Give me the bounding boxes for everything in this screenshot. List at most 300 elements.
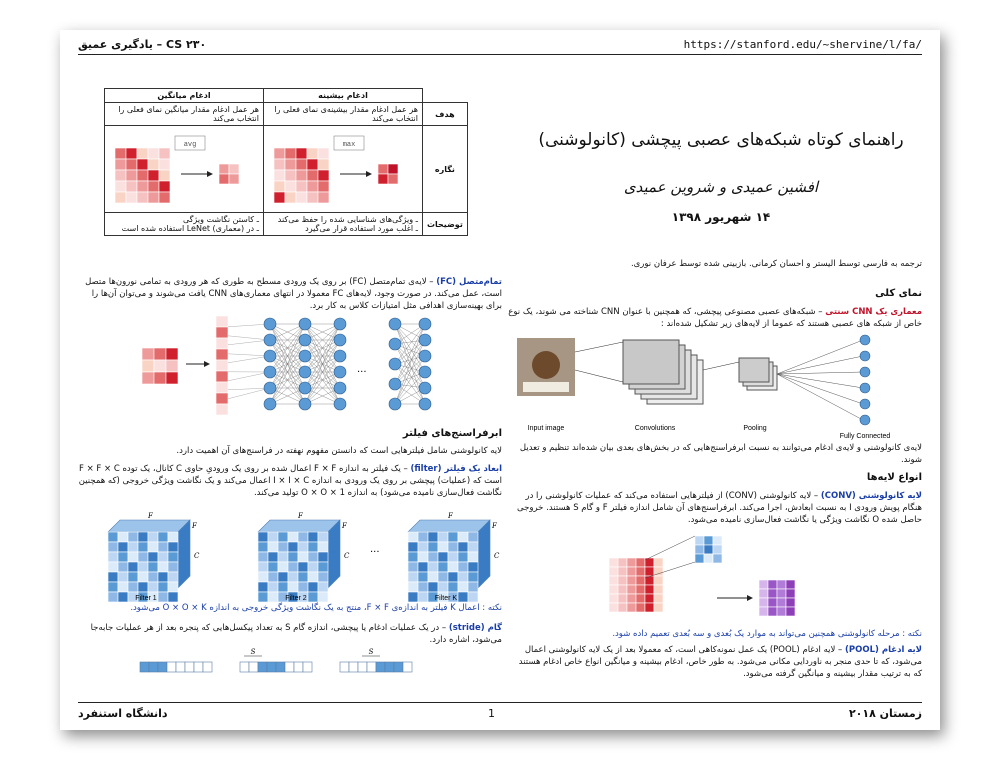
filter-cube-cell xyxy=(168,582,178,592)
fc-input-cell xyxy=(154,348,166,360)
filter-cube-cell xyxy=(288,552,298,562)
neuron-node xyxy=(419,318,431,330)
pool-input-cell xyxy=(126,192,137,203)
pool-input-cell xyxy=(307,181,318,192)
conv-output-cell xyxy=(768,589,777,598)
filter-cube-cell xyxy=(278,542,288,552)
pool-input-cell xyxy=(148,181,159,192)
neuron-node xyxy=(334,366,346,378)
conv-input-cell xyxy=(609,576,618,585)
overview-caption: لایه‌ی کانولوشنی و لایه‌ی ادغام می‌توانند به نسبت ابرفراسنج‌هایی که در بخش‌های بعدی بیان شده‌اند تنظیم و تعدیل شوند. xyxy=(519,443,922,465)
stride-cell xyxy=(385,662,394,672)
filter-label: Filter K xyxy=(434,595,458,602)
filter-label: Filter 1 xyxy=(135,595,157,602)
filter-cube-cell xyxy=(408,572,418,582)
pool-output-cell xyxy=(219,164,229,174)
teddy-bear-shape xyxy=(532,351,560,379)
filter-cube-cell xyxy=(148,532,158,542)
fc-column-cell xyxy=(216,349,228,360)
pool-input-cell xyxy=(285,181,296,192)
filter-cube-cell xyxy=(138,572,148,582)
pool-input-cell xyxy=(137,181,148,192)
stride-cell xyxy=(249,662,258,672)
pool-input-cell xyxy=(159,170,170,181)
conv-text: – لایه کانولوشنی (CONV) از فیلترهایی استفاده می‌کند که عملیات کانولوشنی را در هنگام پویش ورودی I به نسبت ابعادش، اجرا می‌کند. ابرفراسنج‌های آن شامل اندازه فیلتر F و گام S هستند. خروجی حاصل شده O نگاشت ویژگی یا نگاشت فعال‌سازی نامیده می‌شود. xyxy=(517,491,922,525)
conv-input-cell xyxy=(609,603,618,612)
filter-cube-cell xyxy=(258,552,268,562)
filter-cube-cell xyxy=(298,582,308,592)
fc-column-cell xyxy=(216,371,228,382)
filter-letter-f: F xyxy=(342,522,347,530)
filter-cube-cell xyxy=(138,532,148,542)
filter-cube-cell xyxy=(138,582,148,592)
conv-input-cell xyxy=(627,585,636,594)
fc-column-cell xyxy=(216,360,228,371)
fc-column-cell xyxy=(216,327,228,338)
filter-cube-cell xyxy=(268,552,278,562)
filter-cube-cell xyxy=(168,532,178,542)
filter-cube-cell xyxy=(128,542,138,552)
filter-cube-cell xyxy=(418,592,428,602)
document-title: راهنمای کوتاه شبکه‌های عصبی پیچشی (کانولوشنی) xyxy=(538,130,904,150)
fc-input-cell xyxy=(142,360,154,372)
fc-paragraph xyxy=(78,276,502,312)
filter-cube-cell xyxy=(308,592,318,602)
filter-cube-cell xyxy=(148,552,158,562)
filter-cube-cell xyxy=(108,542,118,552)
note-avg-2: ـ در (معماری) LeNet استفاده شده است xyxy=(121,224,259,233)
neuron-node xyxy=(334,350,346,362)
conv-input-cell xyxy=(609,567,618,576)
pool-paragraph xyxy=(508,644,922,680)
neuron-node xyxy=(264,398,276,410)
pool-input-cell xyxy=(126,181,137,192)
filter-cube-cell xyxy=(428,572,438,582)
fc-column-cell xyxy=(216,393,228,404)
row-notes-label: توضیحات xyxy=(423,213,468,236)
filter-cube-cell xyxy=(468,572,478,582)
conv-input-cell xyxy=(654,585,663,594)
stride-cell xyxy=(376,662,385,672)
neuron-node xyxy=(264,350,276,362)
conv-kernel-cell xyxy=(695,554,704,563)
fc-ellipsis: ... xyxy=(357,364,367,375)
neuron-node xyxy=(264,366,276,378)
filter-cube-cell xyxy=(108,532,118,542)
conv-output-cell xyxy=(768,598,777,607)
filter-cube-cell xyxy=(118,532,128,542)
conv-output-cell xyxy=(759,607,768,616)
filter-cube-cell xyxy=(148,562,158,572)
conv-output-cell xyxy=(768,580,777,589)
document-page xyxy=(60,30,940,730)
neuron-node xyxy=(389,378,401,390)
stride-cell xyxy=(185,662,194,672)
date: ۱۴ شهریور ۱۳۹۸ xyxy=(671,210,771,224)
filter-cube-cell xyxy=(448,582,458,592)
filter-cube-cell xyxy=(298,572,308,582)
filter-letter-c: C xyxy=(344,552,350,560)
filter-cube-cell xyxy=(148,572,158,582)
pool-output-cell xyxy=(378,174,388,184)
pool-output-cell xyxy=(378,164,388,174)
fc-input-cell xyxy=(142,372,154,384)
filter-cube-cell xyxy=(448,532,458,542)
filter-cube-cell xyxy=(448,542,458,552)
header-max-pooling: ادغام بیشینه xyxy=(264,89,423,103)
fc-column-cell xyxy=(216,382,228,393)
filter-cube-cell xyxy=(318,542,328,552)
neuron-node xyxy=(334,398,346,410)
neuron-node xyxy=(389,318,401,330)
conv-output-cell xyxy=(759,598,768,607)
neuron-node xyxy=(299,398,311,410)
authors: افشین عمیدی و شروین عمیدی xyxy=(623,178,819,196)
visual-max xyxy=(264,126,423,213)
conv-input-cell xyxy=(645,585,654,594)
filter-cube xyxy=(258,512,350,602)
filter-cube-cell xyxy=(448,552,458,562)
filter-cube-cell xyxy=(268,542,278,552)
stride-cell xyxy=(203,662,212,672)
filter-cube-cell xyxy=(288,582,298,592)
overview-heading: نمای کلی xyxy=(875,288,922,299)
stride-cell xyxy=(258,662,267,672)
max-tag: max xyxy=(342,141,356,149)
overview-text: – شبکه‌های عصبی مصنوعی پیچشی، که همچنین با عنوان CNN شناخته می شوند، یک نوع خاص از شبکه های عصبی هستند که عموما از لایه‌های زیر تشکیل شده‌اند : xyxy=(508,307,922,329)
filter-cube-cell xyxy=(458,552,468,562)
filter-cube-cell xyxy=(458,572,468,582)
fc-input-cell xyxy=(142,348,154,360)
stride-cell xyxy=(240,662,249,672)
stride-cell xyxy=(276,662,285,672)
input-grid xyxy=(609,558,663,612)
filter-cube-cell xyxy=(258,582,268,592)
stride-cell xyxy=(303,662,312,672)
filter-dimensions-paragraph xyxy=(78,463,502,499)
conv-layer-figure xyxy=(605,532,835,624)
conv-output-cell xyxy=(786,589,795,598)
filter-cube-cell xyxy=(298,542,308,552)
neuron-node xyxy=(389,398,401,410)
pool-output-cell xyxy=(229,164,239,174)
neuron-node xyxy=(264,318,276,330)
stride-cell xyxy=(267,662,276,672)
stride-cell xyxy=(367,662,376,672)
pool-input-cell xyxy=(159,181,170,192)
conv-input-cell xyxy=(645,567,654,576)
filter-cube-cell xyxy=(318,592,328,602)
conv-output-cell xyxy=(777,598,786,607)
filter-cube-cell xyxy=(278,552,288,562)
filter-cube-cell xyxy=(448,562,458,572)
filter-cube-cell xyxy=(268,582,278,592)
filter-cube-cell xyxy=(168,552,178,562)
filter-cube-cell xyxy=(468,552,478,562)
fc-input-cell xyxy=(166,348,178,360)
neuron-node xyxy=(299,382,311,394)
filter-cube-cell xyxy=(268,532,278,542)
filter-cube-cell xyxy=(168,542,178,552)
conv-kernel-cell xyxy=(695,536,704,545)
translation-note: ترجمه به فارسی توسط الیستر و احسان کرمانی. بازبینی شده توسط عرفان نوری. xyxy=(630,259,922,269)
fc-input-cell xyxy=(166,372,178,384)
filter-cube-cell xyxy=(118,572,128,582)
filter-cube-cell xyxy=(168,562,178,572)
filter-cube-cell xyxy=(128,572,138,582)
filter-cube-cell xyxy=(418,562,428,572)
conv-output-cell xyxy=(768,607,777,616)
pool-input-cell xyxy=(318,170,329,181)
pool-input-cell xyxy=(159,159,170,170)
conv-feature-maps xyxy=(623,340,703,404)
filter-cube-cell xyxy=(118,582,128,592)
pool-input-cell xyxy=(285,148,296,159)
pooling-comparison-table xyxy=(104,88,468,236)
conv-kernel-cell xyxy=(713,536,722,545)
filter-letter-c: C xyxy=(494,552,500,560)
stride-letter-s: S xyxy=(250,648,256,656)
fc-input-cell xyxy=(154,360,166,372)
fc-column-cell xyxy=(216,316,228,327)
pool-input-cell xyxy=(285,170,296,181)
footer-university: دانشگاه استنفرد xyxy=(78,707,168,720)
neuron-node xyxy=(419,334,431,346)
pool-input-cell xyxy=(318,181,329,192)
conv-input-cell xyxy=(654,594,663,603)
conv-output-cell xyxy=(777,589,786,598)
filter-cube-cell xyxy=(158,542,168,552)
filter-cube-cell xyxy=(458,562,468,572)
filter-cube-cell xyxy=(458,592,468,602)
filter-cube-cell xyxy=(428,542,438,552)
stride-strip xyxy=(340,648,412,672)
layers-heading: انواع لایه‌ها xyxy=(866,472,922,483)
stride-cell xyxy=(149,662,158,672)
filter-cube-cell xyxy=(128,562,138,572)
conv-input-cell xyxy=(618,585,627,594)
conv-input-cell xyxy=(618,594,627,603)
conv-input-cell xyxy=(609,558,618,567)
filter-cube-cell xyxy=(438,582,448,592)
filter-cube-cell xyxy=(138,552,148,562)
conv-paragraph xyxy=(508,490,922,526)
filter-cube-cell xyxy=(458,542,468,552)
filter-cube-cell xyxy=(438,532,448,542)
conv-input-cell xyxy=(618,576,627,585)
filter-letter-f: F xyxy=(298,512,303,520)
filter-cube-cell xyxy=(118,592,128,602)
fc-lead: تمام‌متصل (FC) xyxy=(436,277,502,287)
conv-output-cell xyxy=(777,607,786,616)
stride-cell xyxy=(340,662,349,672)
pool-input-cell xyxy=(296,192,307,203)
fc-input-cell xyxy=(166,360,178,372)
neuron-node xyxy=(419,366,431,378)
filter-cube-cell xyxy=(108,562,118,572)
pool-input-cell xyxy=(307,170,318,181)
conv-input-cell xyxy=(654,603,663,612)
notes-max xyxy=(264,213,423,236)
filter-cube-cell xyxy=(278,572,288,582)
conv-output-cell xyxy=(786,607,795,616)
filter-cube-cell xyxy=(168,592,178,602)
filter-label: Filter 2 xyxy=(285,595,307,602)
filter-letter-f: F xyxy=(492,522,497,530)
filter-cube-cell xyxy=(458,532,468,542)
filter-cube-cell xyxy=(468,542,478,552)
filter-cube-cell xyxy=(318,552,328,562)
filter-cube-cell xyxy=(128,582,138,592)
conv-lead: لایه کانولوشنی (CONV) xyxy=(820,491,922,501)
conv-input-cell xyxy=(609,585,618,594)
header-rule xyxy=(78,54,922,55)
filter-cube-cell xyxy=(418,582,428,592)
stride-lead: گام (stride) xyxy=(448,623,502,633)
footer-term: زمستان ۲۰۱۸ xyxy=(848,707,922,720)
row-goal-label: هدف xyxy=(423,103,468,126)
pool-input-cell xyxy=(274,148,285,159)
neuron-node xyxy=(264,334,276,346)
neuron-node xyxy=(299,366,311,378)
pool-input-cell xyxy=(137,192,148,203)
filter-cube-cell xyxy=(288,562,298,572)
filter-cube-cell xyxy=(408,552,418,562)
pool-input-cell xyxy=(115,170,126,181)
filter-cube-cell xyxy=(298,532,308,542)
overview-paragraph xyxy=(508,306,922,330)
conv-input-cell xyxy=(627,603,636,612)
filter-cube-cell xyxy=(438,562,448,572)
neuron-node xyxy=(389,338,401,350)
filter-cube-cell xyxy=(128,552,138,562)
stride-cell xyxy=(176,662,185,672)
output-grid xyxy=(759,580,795,616)
pool-input-cell xyxy=(296,148,307,159)
conv-input-cell xyxy=(627,558,636,567)
footer-page-number: 1 xyxy=(488,707,495,720)
stride-paragraph xyxy=(78,622,502,646)
filters-ellipsis: ... xyxy=(370,544,380,555)
pool-input-cell xyxy=(137,159,148,170)
neuron-node xyxy=(334,334,346,346)
filter-cube-cell xyxy=(308,552,318,562)
filter-cube-cell xyxy=(138,562,148,572)
filter-cube-cell xyxy=(298,562,308,572)
filter-cube-cell xyxy=(258,532,268,542)
fc-input-cell xyxy=(154,372,166,384)
filter-cube-cell xyxy=(418,532,428,542)
filter-cube-cell xyxy=(408,592,418,602)
pool-input-cell xyxy=(126,159,137,170)
stride-cell xyxy=(285,662,294,672)
filter-cube-cell xyxy=(158,552,168,562)
pool-input-cell xyxy=(296,170,307,181)
pool-input-cell xyxy=(137,148,148,159)
filter-letter-f: F xyxy=(148,512,153,520)
filter-cube-cell xyxy=(468,562,478,572)
filter-cube-cell xyxy=(438,552,448,562)
stride-cell xyxy=(167,662,176,672)
conv-output-cell xyxy=(777,580,786,589)
kernel-grid xyxy=(695,536,722,563)
pool-input-cell xyxy=(159,148,170,159)
pool-input-cell xyxy=(159,192,170,203)
filter-cube-cell xyxy=(158,532,168,542)
filter-cube-cell xyxy=(318,572,328,582)
filter-cube-cell xyxy=(408,542,418,552)
filter-cube-cell xyxy=(288,532,298,542)
filter-cube-cell xyxy=(138,542,148,552)
filter-cube-cell xyxy=(308,532,318,542)
visual-avg xyxy=(105,126,264,213)
label-input-image: Input image xyxy=(527,425,565,432)
filter-cube-cell xyxy=(318,582,328,592)
neuron-node xyxy=(299,318,311,330)
pool-input-cell xyxy=(148,148,159,159)
pool-input-cell xyxy=(126,148,137,159)
fully-connected-figure xyxy=(140,312,440,416)
filter-cube-cell xyxy=(118,562,128,572)
conv-kernel-cell xyxy=(704,554,713,563)
pool-input-cell xyxy=(115,159,126,170)
neuron-node xyxy=(419,350,431,362)
neuron-node xyxy=(334,382,346,394)
filter-cube-cell xyxy=(268,572,278,582)
header-url[interactable]: https://stanford.edu/~shervine/l/fa/ xyxy=(683,38,922,51)
pool-output-cell xyxy=(229,174,239,184)
filter-dim-text: – یک فیلتر به اندازه F × F اعمال شده بر روی یک ورودیِ حاوی C کانال، یک توده F × F × C است که (عملیات) پیچشی بر روی یک ورودی به اندازه I × I × C اعمال می‌کند و یک نگاشت ویژگی خروجی (که همچنین نگاشت فعال‌سازی نامیده می‌شود) به اندازه O × O × 1 تولید می‌کند. xyxy=(78,464,502,498)
fc-column-cell xyxy=(216,338,228,349)
pool-input-cell xyxy=(148,192,159,203)
pool-input-cell xyxy=(274,192,285,203)
avg-pooling-figure xyxy=(109,128,259,208)
course-title: CS ۲۳۰ – یادگیری عمیق xyxy=(78,38,207,51)
stride-figure xyxy=(140,648,440,678)
goal-avg: هر عمل ادغام مقدار میانگین نمای فعلی را انتخاب می‌کند xyxy=(105,103,264,126)
filter-cube-cell xyxy=(258,572,268,582)
pool-input-cell xyxy=(274,181,285,192)
conv-output-cell xyxy=(786,580,795,589)
filter-cube-cell xyxy=(118,542,128,552)
avg-tag: avg xyxy=(183,141,197,149)
filter-cube-cell xyxy=(308,572,318,582)
neuron-node xyxy=(299,334,311,346)
filter-cube-cell xyxy=(308,562,318,572)
filter-cube-cell xyxy=(418,542,428,552)
filter-cube-cell xyxy=(458,582,468,592)
pool-input-cell xyxy=(318,159,329,170)
notes-avg xyxy=(105,213,264,236)
conv-input-cell xyxy=(636,576,645,585)
conv-input-cell xyxy=(636,585,645,594)
conv-kernel-cell xyxy=(704,545,713,554)
filter-cube-cell xyxy=(268,562,278,572)
filter-cube-cell xyxy=(158,592,168,602)
conv-output-cell xyxy=(786,598,795,607)
filters-figure xyxy=(88,512,500,604)
filter-cube-cell xyxy=(428,562,438,572)
overview-lead: معماری یک CNN سنتی xyxy=(825,307,922,317)
max-pooling-figure xyxy=(268,128,418,208)
filter-cube-cell xyxy=(308,582,318,592)
pool-input-cell xyxy=(318,148,329,159)
filter-cube-cell xyxy=(318,562,328,572)
filter-cube-cell xyxy=(108,592,118,602)
label-pooling: Pooling xyxy=(743,425,767,432)
filter-note: نکته : اعمال K فیلتر به اندازه‌ی F × F، منتج به یک نگاشت ویژگی خروجی به اندازه O × O × K می‌شود. xyxy=(130,603,502,613)
filter-cube-cell xyxy=(468,582,478,592)
